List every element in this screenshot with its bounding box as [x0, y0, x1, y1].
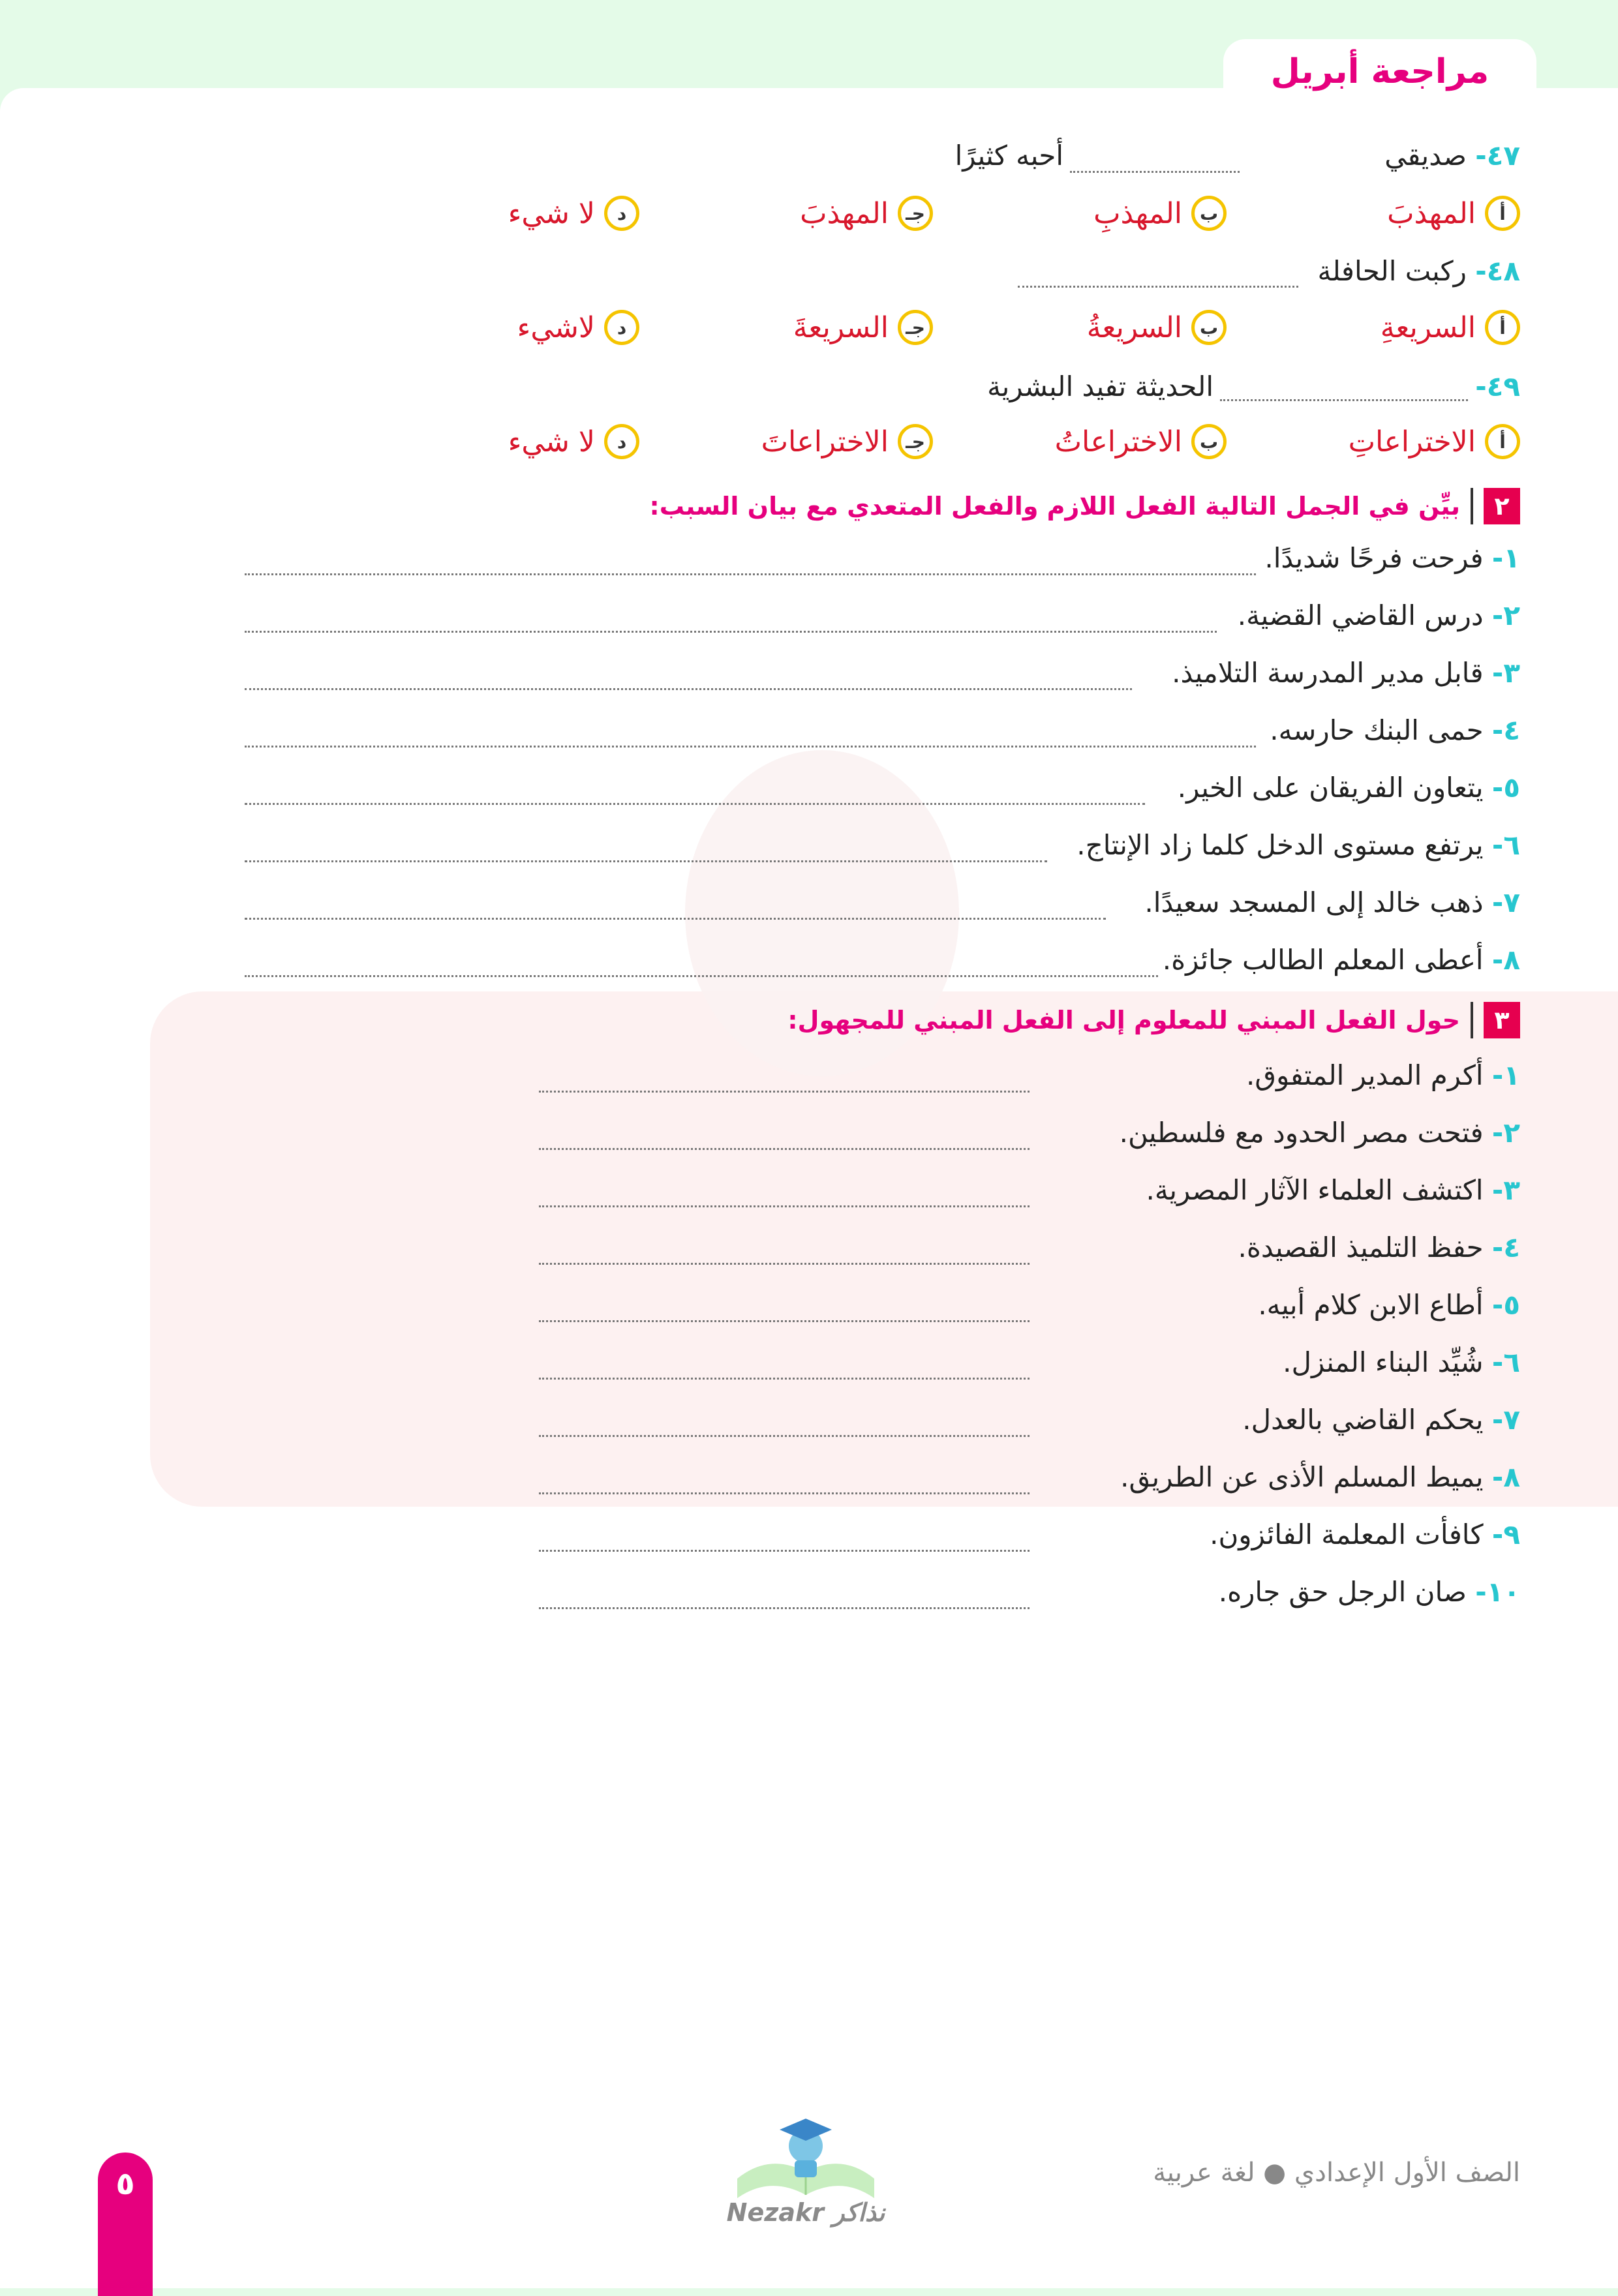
question-text-after: أحبه كثيرًا — [954, 140, 1063, 172]
item-number: ٧- — [1491, 1404, 1520, 1436]
item-number: ٣- — [1491, 1174, 1520, 1206]
exercise-item — [1219, 1578, 1520, 1606]
exercise-item — [1076, 829, 1520, 861]
option-49-d[interactable] — [508, 424, 639, 459]
exercise-item — [1237, 599, 1520, 631]
option-48-b[interactable] — [1087, 310, 1227, 345]
answer-line[interactable] — [245, 975, 1158, 977]
exercise-item — [1163, 946, 1520, 974]
item-number: ٦- — [1491, 1346, 1520, 1378]
answer-line[interactable] — [539, 1205, 1030, 1207]
item-text: كافأت المعلمة الفائزون. — [1210, 1518, 1484, 1550]
exercise-item — [1283, 1346, 1520, 1378]
exercise-item — [1146, 1174, 1520, 1206]
item-number: ١٠- — [1475, 1576, 1520, 1608]
item-number: ٤- — [1491, 714, 1520, 746]
option-47-a[interactable] — [1387, 196, 1520, 231]
item-text: ذهب خالد إلى المسجد سعيدًا. — [1144, 886, 1484, 918]
item-number: ٢- — [1491, 1117, 1520, 1149]
item-number: ٨- — [1491, 944, 1520, 976]
item-text: أكرم المدير المتفوق. — [1246, 1059, 1484, 1091]
item-number: ١- — [1491, 542, 1520, 574]
item-text: فتحت مصر الحدود مع فلسطين. — [1119, 1117, 1484, 1149]
section-divider — [1471, 1002, 1473, 1038]
option-text: الاختراعاتُ — [1054, 425, 1182, 459]
option-text: السريعةُ — [1086, 310, 1182, 344]
option-text: المهذبِ — [1093, 196, 1182, 230]
option-letter-badge: ب — [1191, 424, 1227, 459]
item-number: ٥- — [1491, 772, 1520, 804]
option-49-c[interactable] — [761, 424, 933, 459]
answer-line[interactable] — [539, 1091, 1030, 1093]
option-letter-badge: جـ — [898, 310, 933, 345]
question-text-before: ركبت الحافلة — [1317, 255, 1467, 287]
section-number: ٢ — [1484, 488, 1520, 524]
section-3-heading — [787, 1002, 1520, 1038]
answer-line[interactable] — [539, 1492, 1030, 1494]
section-2-heading — [650, 488, 1520, 524]
section-title: بيِّن في الجمل التالية الفعل اللازم والفعل المتعدي مع بيان السبب: — [649, 492, 1460, 521]
footer-grade-subject: الصف الأول الإعدادي ● لغة عربية — [1153, 2158, 1520, 2188]
exercise-item — [1178, 774, 1520, 802]
exercise-item — [1144, 886, 1520, 918]
exercise-item — [1172, 659, 1520, 687]
question-text-after: الحديثة تفيد البشرية — [987, 370, 1214, 402]
item-number: ١- — [1491, 1059, 1520, 1091]
answer-line[interactable] — [539, 1435, 1030, 1437]
item-text: اكتشف العلماء الآثار المصرية. — [1146, 1174, 1484, 1206]
item-number: ٣- — [1491, 657, 1520, 689]
answer-blank — [1220, 399, 1468, 401]
option-48-a[interactable] — [1381, 310, 1520, 345]
item-text: يرتفع مستوى الدخل كلما زاد الإنتاج. — [1076, 829, 1484, 861]
option-letter-badge: د — [604, 424, 639, 459]
item-text: حفظ التلميذ القصيدة. — [1238, 1231, 1484, 1263]
option-letter-badge: جـ — [898, 424, 933, 459]
option-text: المهذبَ — [1387, 196, 1476, 230]
option-text: لا شيء — [508, 196, 595, 230]
item-number: ٢- — [1491, 599, 1520, 631]
option-48-d[interactable] — [517, 310, 639, 345]
answer-line[interactable] — [245, 631, 1217, 633]
answer-line[interactable] — [539, 1263, 1030, 1265]
answer-line[interactable] — [245, 746, 1256, 748]
option-49-a[interactable] — [1349, 424, 1520, 459]
answer-line[interactable] — [245, 918, 1106, 920]
section-number: ٣ — [1484, 1002, 1520, 1038]
option-letter-badge: جـ — [898, 196, 933, 231]
exercise-item — [1242, 1406, 1520, 1434]
answer-line[interactable] — [539, 1320, 1030, 1322]
page-title: مراجعة أبريل — [1223, 39, 1536, 104]
answer-blank — [1018, 286, 1298, 288]
page-number-text: ٥ — [115, 2166, 135, 2202]
exercise-item — [1258, 1289, 1520, 1321]
exercise-item — [1270, 714, 1520, 746]
answer-line[interactable] — [245, 803, 1145, 805]
option-47-c[interactable] — [800, 196, 933, 231]
option-letter-badge: ب — [1191, 310, 1227, 345]
logo-text: Nezakr نذاكر — [726, 2198, 885, 2227]
option-49-b[interactable] — [1055, 424, 1227, 459]
exercise-item — [1120, 1119, 1520, 1147]
item-number: ٨- — [1491, 1461, 1520, 1493]
section-title: حول الفعل المبني للمعلوم إلى الفعل المبني للمجهول: — [787, 1006, 1460, 1035]
item-number: ٦- — [1491, 829, 1520, 861]
option-48-c[interactable] — [793, 310, 933, 345]
question-47 — [1384, 142, 1520, 170]
option-text: السريعةَ — [793, 310, 889, 344]
answer-line[interactable] — [539, 1148, 1030, 1150]
option-text: لا شيء — [508, 425, 595, 459]
item-text: أعطى المعلم الطالب جائزة. — [1162, 944, 1484, 976]
exercise-item — [1238, 1231, 1520, 1263]
item-text: يحكم القاضي بالعدل. — [1242, 1404, 1484, 1436]
option-text: المهذبَ — [800, 196, 889, 230]
exercise-item — [1120, 1461, 1520, 1493]
page-number — [98, 2152, 153, 2296]
option-text: السريعةِ — [1380, 310, 1476, 344]
section-divider — [1471, 488, 1473, 524]
item-text: صان الرجل حق جاره. — [1218, 1576, 1467, 1608]
item-number: ٥- — [1491, 1289, 1520, 1321]
option-letter-badge: د — [604, 196, 639, 231]
option-47-b[interactable] — [1093, 196, 1227, 231]
item-number: ٩- — [1491, 1518, 1520, 1550]
item-text: أطاع الابن كلام أبيه. — [1258, 1289, 1484, 1321]
option-letter-badge: ب — [1191, 196, 1227, 231]
option-letter-badge: د — [604, 310, 639, 345]
item-text: يتعاون الفريقان على الخير. — [1177, 772, 1484, 804]
question-number: ٤٨- — [1475, 255, 1520, 287]
answer-line[interactable] — [539, 1378, 1030, 1380]
option-letter-badge: أ — [1485, 424, 1520, 459]
option-text: لاشيء — [517, 310, 595, 344]
option-letter-badge: أ — [1485, 196, 1520, 231]
answer-line[interactable] — [539, 1550, 1030, 1552]
question-text-before: صديقي — [1384, 140, 1467, 172]
option-text: الاختراعاتِ — [1348, 425, 1476, 459]
option-letter-badge: أ — [1485, 310, 1520, 345]
answer-line[interactable] — [245, 860, 1047, 862]
item-number: ٧- — [1491, 886, 1520, 918]
question-number: ٤٧- — [1475, 140, 1520, 172]
question-number: ٤٩- — [1475, 370, 1520, 402]
item-text: قابل مدير المدرسة التلاميذ. — [1172, 657, 1484, 689]
item-number: ٤- — [1491, 1231, 1520, 1263]
item-text: يميط المسلم الأذى عن الطريق. — [1120, 1461, 1484, 1493]
item-text: حمى البنك حارسه. — [1270, 714, 1484, 746]
exercise-item — [1246, 1059, 1520, 1091]
item-text: شُيِّد البناء المنزل. — [1283, 1346, 1484, 1378]
question-49 — [1475, 370, 1520, 402]
option-47-d[interactable] — [508, 196, 639, 231]
option-text: الاختراعاتَ — [761, 425, 889, 459]
answer-blank — [1070, 171, 1240, 173]
question-48 — [1317, 255, 1521, 287]
answer-line[interactable] — [245, 688, 1132, 690]
exercise-item — [1264, 542, 1520, 574]
item-text: درس القاضي القضية. — [1237, 599, 1484, 631]
exercise-item — [1210, 1518, 1520, 1550]
answer-line[interactable] — [539, 1607, 1030, 1609]
answer-line[interactable] — [245, 573, 1256, 575]
item-text: فرحت فرحًا شديدًا. — [1264, 542, 1484, 574]
